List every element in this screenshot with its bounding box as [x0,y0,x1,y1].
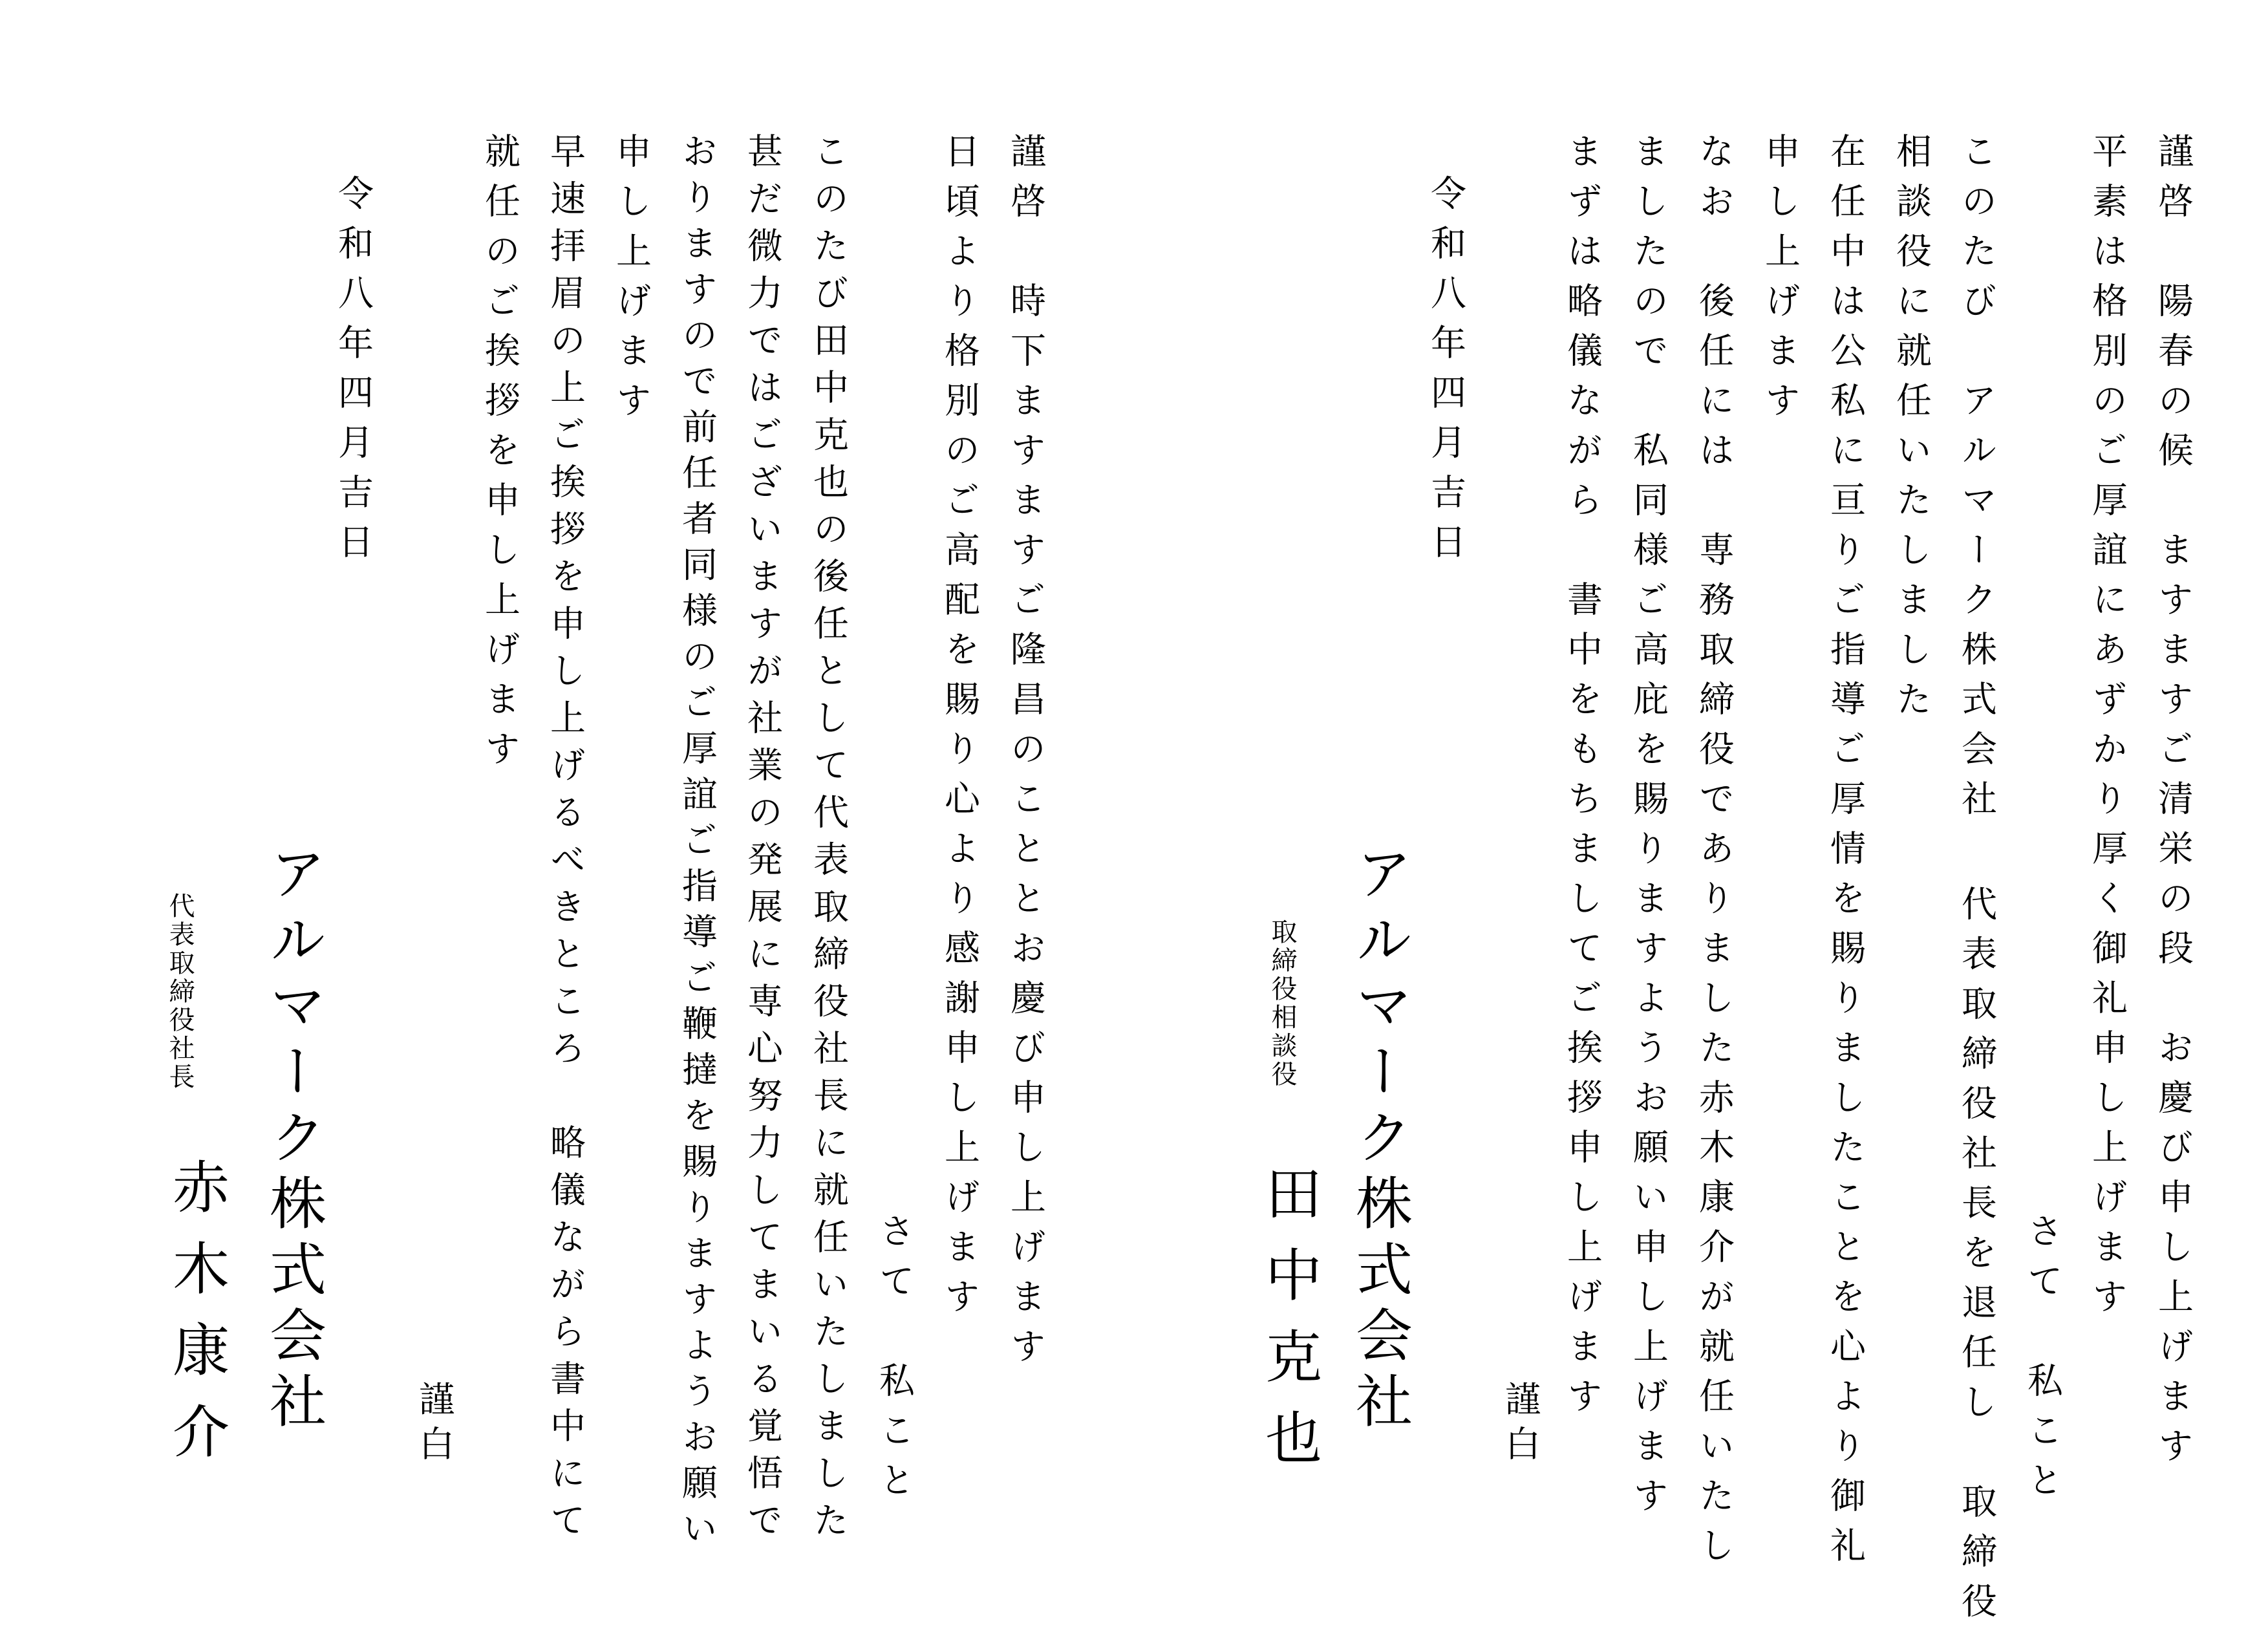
right-closing: 謹白 [1499,1380,1541,1470]
right-body-line-7: 申し上げます [1759,133,1801,431]
left-body-line-4: このたび田中克也の後任として代表取締役社長に就任いたしました [808,133,849,1549]
left-body-line-9: 就任のご挨拶を申し上げます [479,133,520,780]
right-body-line-2: 平素は格別のご厚誼にあずかり厚く御礼申し上げます [2086,133,2128,1327]
right-body-line-10: まずは略儀ながら 書中をもちましてご挨拶申し上げます [1561,133,1603,1427]
right-body-line-3: さて 私こと [2022,1212,2063,1511]
left-signer-name: 赤木康介 [164,1157,230,1483]
left-signer-title: 代表取締役社長 [165,892,195,1091]
left-body-line-6: おりますので前任者同様のご厚誼ご指導ご鞭撻を賜りますようお願い [676,133,718,1556]
left-body-line-7: 申し上げます [610,133,652,431]
right-company-name: アルマーク株式会社 [1347,844,1413,1437]
right-signer-name: 田中克也 [1256,1164,1323,1490]
left-body-line-5: 甚だ微力ではございますが社業の発展に専心努力してまいる覚悟で [742,133,783,1549]
right-date: 令和八年四月吉日 [1425,175,1466,573]
left-company-name: アルマーク株式会社 [261,844,327,1437]
right-body-line-6: 在任中は公私に亘りご指導ご厚情を賜りましたことを心より御礼 [1824,133,1866,1576]
right-body-line-4: このたび アルマーク株式会社 代表取締役社長を退任し 取締役 [1956,133,1997,1632]
right-signer-title: 取締役相談役 [1267,918,1297,1089]
right-body-line-8: なお 後任には 専務取締役でありました赤木康介が就任いたし [1693,133,1735,1576]
right-body-line-5: 相談役に就任いたしました [1890,133,1932,730]
left-body-line-8: 早速拝眉の上ご挨拶を申し上げるべきところ 略儀ながら書中にて [544,133,586,1549]
left-date: 令和八年四月吉日 [332,175,374,573]
right-body-line-9: ましたので 私同様ご高庇を賜りますようお願い申し上げます [1627,133,1669,1527]
right-body-line-1: 謹啓 陽春の候 ますますご清栄の段 お慶び申し上げます [2152,133,2194,1477]
left-body-line-2: 日頃より格別のご高配を賜り心より感謝申し上げます [939,133,980,1327]
left-closing: 謹白 [413,1380,455,1470]
left-body-line-1: 謹啓 時下ますますご隆昌のこととお慶び申し上げます [1005,133,1046,1377]
left-body-line-3: さて 私こと [873,1212,915,1511]
